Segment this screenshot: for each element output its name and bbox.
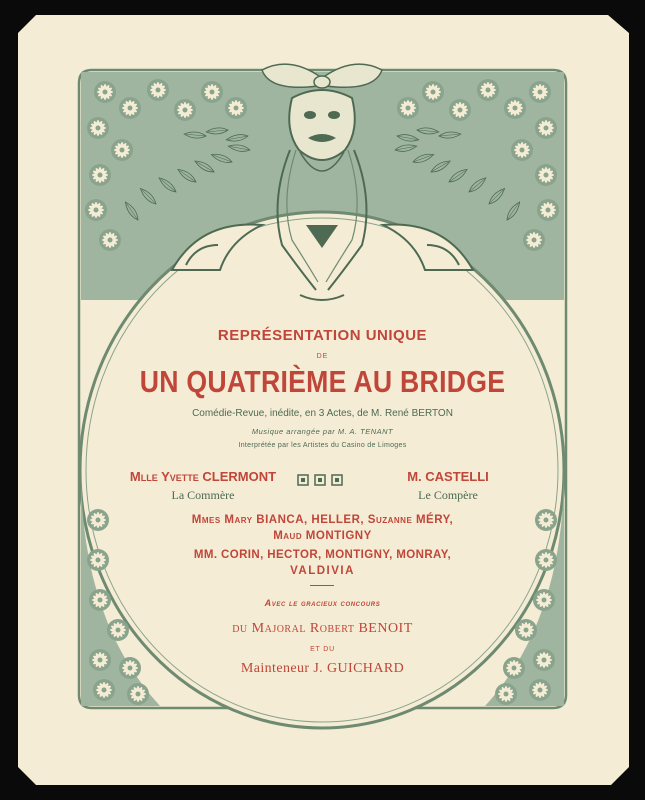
ensemble-men-line1: MM. CORIN, HECTOR, MONTIGNY, MONRAY, [193,549,452,561]
et-du-label: ET DU [310,646,335,653]
ensemble-women-line2: Maud MONTIGNY [273,530,372,542]
ensemble-women-line1: Mmes Mary BIANCA, HELLER, Suzanne MÉRY, [191,514,454,526]
cast-right-role: Le Compère [418,488,478,502]
play-title: UN QUATRIÈME AU BRIDGE [139,364,506,399]
cast-left [83,469,323,503]
subtitle: Comédie-Revue, inédite, en 3 Actes, de M. René BERTON [192,408,453,419]
de-label: DE [316,353,329,360]
cast-right [328,469,568,503]
music-credit: Musique arrangée par M. A. TENANT [251,427,394,436]
divider [310,585,334,586]
majoral-line: du Majoral Robert BENOIT [232,621,413,636]
cast-left-name: Mlle Yvette CLERMONT [129,469,277,484]
bow-ribbon-icon [262,64,382,88]
ensemble-men-line2: VALDIVIA [290,565,355,577]
cast-left-role: La Commère [171,488,235,502]
cast-right-name: M. CASTELLI [407,469,489,484]
avec-concours: Avec le gracieux concours [264,598,381,608]
interpreted-by: Interprétée par les Artistes du Casino de Limoges [238,442,407,449]
mainteneur-line: Mainteneur J. GUICHARD [240,661,405,676]
heading: REPRÉSENTATION UNIQUE [217,327,428,344]
